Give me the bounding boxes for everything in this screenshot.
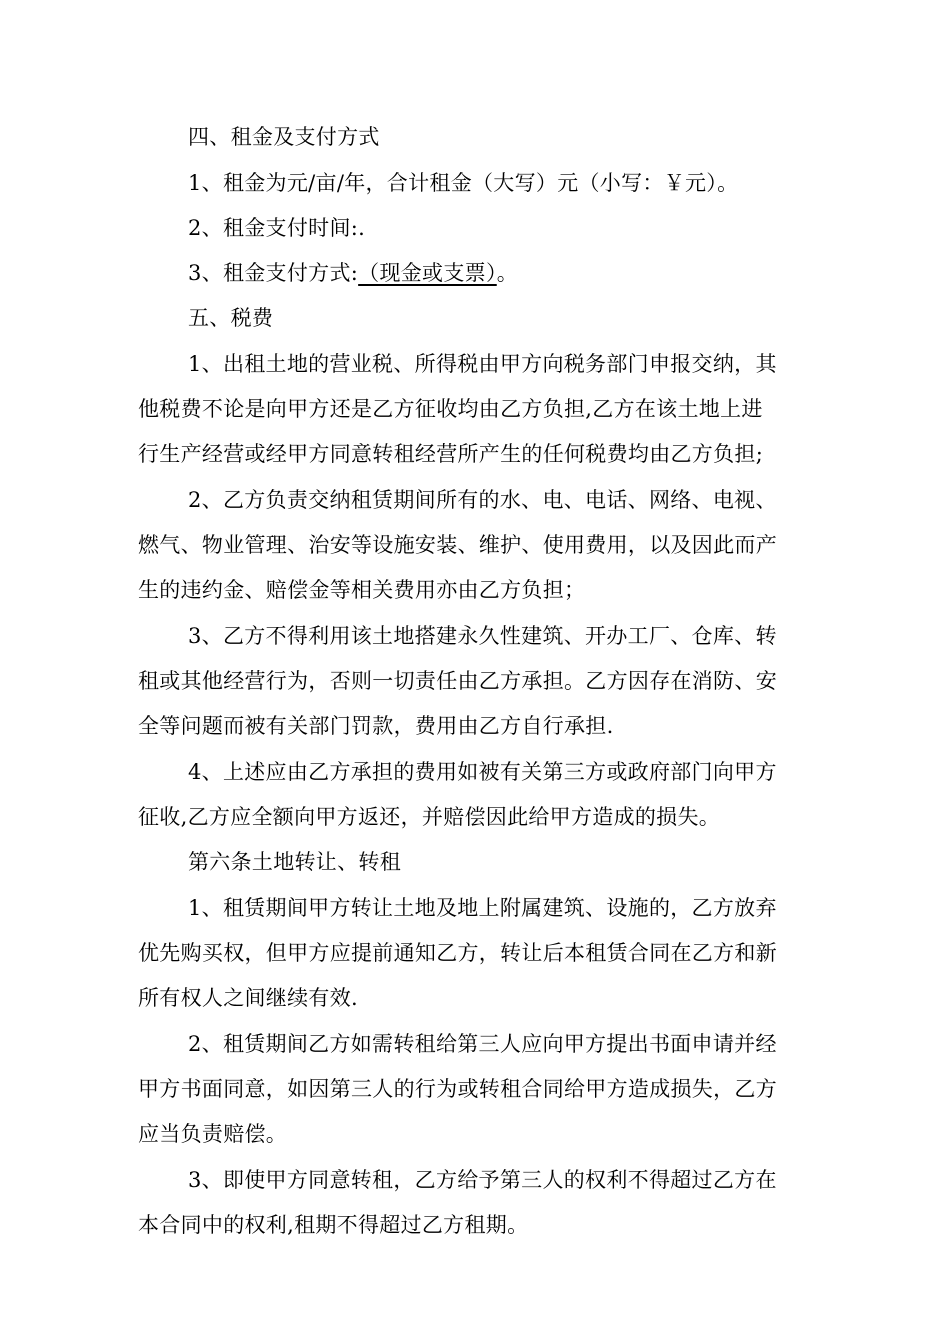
transfer-clause-1-line-1: 1、租赁期间甲方转让土地及地上附属建筑、设施的，乙方放弃 bbox=[188, 896, 777, 920]
transfer-clause-2-line-2: 甲方书面同意，如因第三人的行为或转租合同给甲方造成损失，乙方 bbox=[138, 1077, 777, 1101]
tax-clause-3-line-1: 3、乙方不得利用该土地搭建永久性建筑、开办工厂、仓库、转 bbox=[188, 624, 777, 648]
rent-payment-method-blank: （现金或支票） bbox=[358, 261, 497, 285]
tax-clause-1-line-1: 1、出租土地的营业税、所得税由甲方向税务部门申报交纳，其 bbox=[188, 352, 777, 376]
tax-clause-2-line-3: 生的违约金、赔偿金等相关费用亦由乙方负担； bbox=[138, 578, 586, 602]
rent-clause-3-suffix: 。 bbox=[496, 261, 519, 285]
rent-clause-2: 2、租金支付时间:. bbox=[188, 216, 366, 240]
tax-clause-3-line-2: 租或其他经营行为，否则一切责任由乙方承担。乙方因存在消防、安 bbox=[138, 669, 777, 693]
tax-clause-4-line-2: 征收,乙方应全额向甲方返还，并赔偿因此给甲方造成的损失。 bbox=[138, 805, 721, 829]
section-heading-transfer: 第六条土地转让、转租 bbox=[188, 850, 401, 874]
transfer-clause-2-line-3: 应当负责赔偿。 bbox=[138, 1122, 288, 1146]
transfer-clause-1-line-3: 所有权人之间继续有效. bbox=[138, 986, 358, 1010]
transfer-clause-3-line-2: 本合同中的权利,租期不得超过乙方租期。 bbox=[138, 1213, 529, 1237]
tax-clause-1-line-2: 他税费不论是向甲方还是乙方征收均由乙方负担,乙方在该土地上进 bbox=[138, 397, 763, 421]
rent-clause-3-prefix: 3、租金支付方式: bbox=[188, 261, 359, 285]
tax-clause-4-line-1: 4、上述应由乙方承担的费用如被有关第三方或政府部门向甲方 bbox=[188, 760, 777, 784]
tax-clause-2-line-2: 燃气、物业管理、治安等设施安装、维护、使用费用，以及因此而产 bbox=[138, 533, 777, 557]
rent-clause-1: 1、租金为元/亩/年，合计租金（大写）元（小写：￥元）。 bbox=[188, 171, 739, 195]
rent-clause-3 bbox=[188, 258, 518, 288]
section-heading-tax: 五、税费 bbox=[188, 306, 274, 330]
tax-clause-1-line-3: 行生产经营或经甲方同意转租经营所产生的任何税费均由乙方负担; bbox=[138, 442, 764, 466]
transfer-clause-1-line-2: 优先购买权，但甲方应提前通知乙方，转让后本租赁合同在乙方和新 bbox=[138, 941, 777, 965]
tax-clause-3-line-3: 全等问题而被有关部门罚款，费用由乙方自行承担. bbox=[138, 714, 614, 738]
tax-clause-2-line-1: 2、乙方负责交纳租赁期间所有的水、电、电话、网络、电视、 bbox=[188, 488, 777, 512]
section-heading-rent: 四、租金及支付方式 bbox=[188, 125, 380, 149]
transfer-clause-3-line-1: 3、即使甲方同意转租，乙方给予第三人的权利不得超过乙方在 bbox=[188, 1168, 777, 1192]
transfer-clause-2-line-1: 2、租赁期间乙方如需转租给第三人应向甲方提出书面申请并经 bbox=[188, 1032, 777, 1056]
